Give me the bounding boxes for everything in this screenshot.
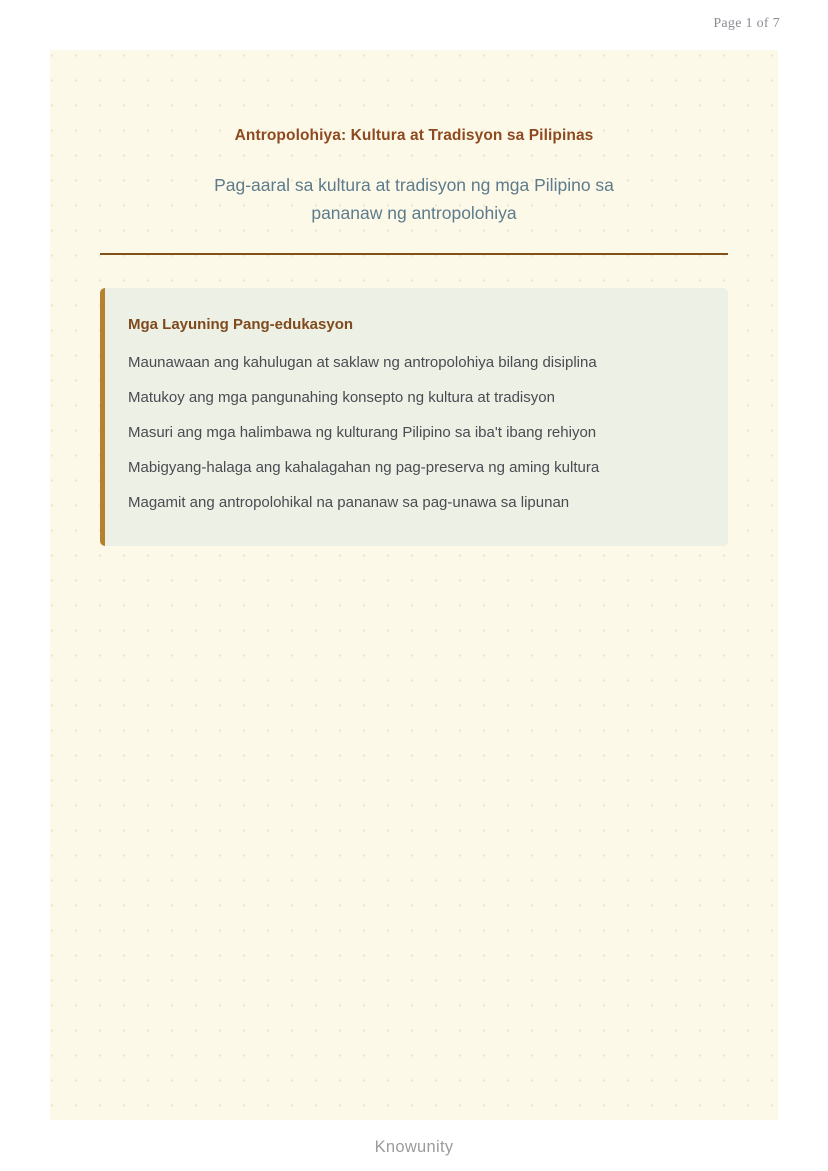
objectives-box bbox=[100, 288, 728, 546]
objective-item: Magamit ang antropolohikal na pananaw sa pag-unawa sa lipunan bbox=[128, 494, 570, 511]
objective-item: Masuri ang mga halimbawa ng kulturang Pilipino sa iba't ibang rehiyon bbox=[128, 424, 597, 441]
document-title: Antropolohiya: Kultura at Tradisyon sa Pilipinas bbox=[234, 127, 594, 144]
brand-footer: Knowunity bbox=[374, 1138, 454, 1156]
document-sheet bbox=[50, 50, 778, 1120]
objectives-heading: Mga Layuning Pang-edukasyon bbox=[128, 316, 354, 333]
objective-item: Maunawaan ang kahulugan at saklaw ng antropolohiya bilang disiplina bbox=[128, 354, 597, 371]
document-subtitle: Pag-aaral sa kultura at tradisyon ng mga Pilipino sa pananaw ng antropolohiya bbox=[214, 175, 614, 223]
objective-item: Mabigyang-halaga ang kahalagahan ng pag-preserva ng aming kultura bbox=[128, 459, 600, 476]
divider-line bbox=[100, 253, 728, 255]
page-number-indicator: Page 1 of 7 bbox=[713, 16, 780, 31]
objective-item: Matukoy ang mga pangunahing konsepto ng kultura at tradisyon bbox=[128, 389, 555, 406]
